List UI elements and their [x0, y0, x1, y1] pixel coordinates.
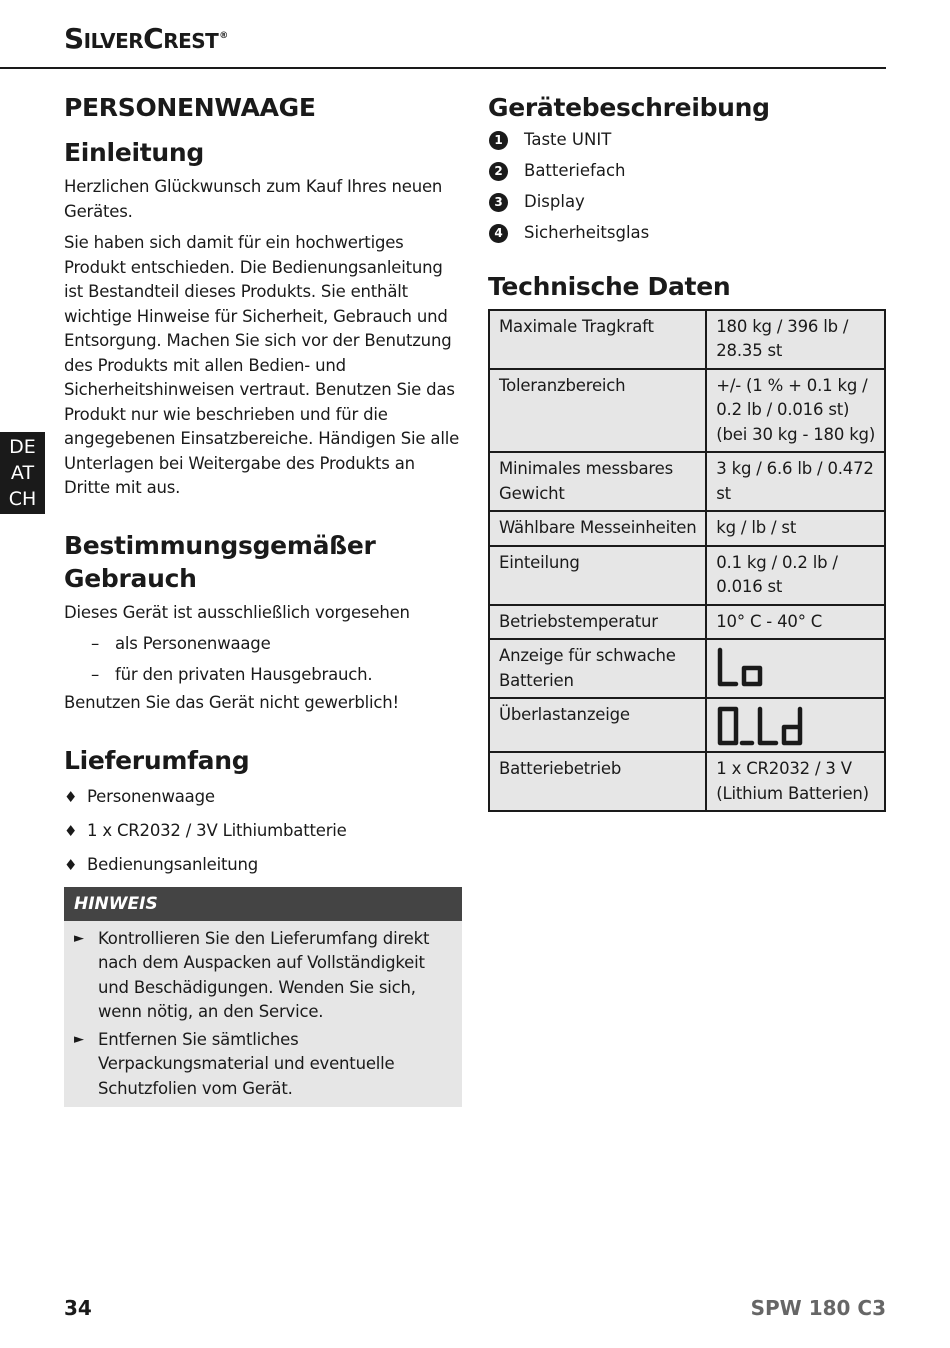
spec-value	[706, 698, 885, 752]
specs-heading: Technische Daten	[488, 271, 731, 301]
spec-label: Anzeige für schwache Batterien	[489, 639, 706, 698]
table-row	[489, 452, 885, 511]
note-title: HINWEIS	[64, 887, 462, 921]
diamond-bullet-icon: ♦	[64, 821, 78, 840]
spec-label: Einteilung	[489, 546, 706, 605]
intro-paragraph-2: Sie haben sich damit für ein hochwertiges Produkt entschieden. Die Bedienungsanleitung ist Bestandteil dieses Produkts. Sie enthält wichtige Hinweise für Sicherheit, Gebrauch und Entsorgung. Machen Sie sich vor der Benutzung des Produkts mit allen Bedien- und Sicherheitshinweisen vertraut. Benutzen Sie das Produkt nur wie beschrieben und für die angegebenen Einsatzbereiche. Händigen Sie alle Unterlagen bei Weitergabe des Produkts an Dritte mit aus.	[64, 233, 460, 497]
specs-table	[488, 309, 886, 813]
table-row	[489, 639, 885, 698]
list-item	[64, 632, 462, 657]
arrow-bullet-icon: ►	[74, 1031, 84, 1047]
scope-item-label: Personenwaage	[87, 786, 215, 806]
document-title: PERSONENWAAGE	[64, 93, 316, 122]
usage-list	[64, 632, 462, 687]
scope-item-label: 1 x CR2032 / 3V Lithiumbatterie	[87, 820, 347, 840]
part-label: Sicherheitsglas	[524, 223, 650, 242]
table-row	[489, 546, 885, 605]
dash-marker: –	[91, 664, 100, 684]
intro-heading: Einleitung	[64, 138, 204, 167]
language-tab	[0, 432, 45, 514]
spec-value: 1 x CR2032 / 3 V (Lithium Batterien)	[706, 752, 885, 811]
spec-label: Betriebstemperatur	[489, 605, 706, 640]
model-number: SPW 180 C3	[750, 1296, 886, 1320]
arrow-bullet-icon: ►	[74, 930, 84, 946]
spec-value: 10° C - 40° C	[706, 605, 885, 640]
dash-marker: –	[91, 634, 100, 653]
lang-at: AT	[10, 462, 35, 484]
lang-de: DE	[9, 436, 36, 458]
note-item	[74, 1028, 452, 1102]
part-label: Taste UNIT	[524, 130, 612, 149]
spec-value: 0.1 kg / 0.2 lb / 0.016 st	[706, 546, 885, 605]
note-item-text: Kontrollieren Sie den Lieferumfang direkt nach dem Auspacken auf Vollständigkeit und Beschädigungen. Wenden Sie sich, wenn nötig, an den Service.	[98, 928, 430, 1021]
table-row	[489, 605, 885, 640]
usage-item-label: für den privaten Hausgebrauch.	[115, 664, 373, 684]
right-column	[488, 92, 886, 812]
brand-name: SilverCrest	[64, 22, 219, 55]
lang-ch: CH	[8, 488, 37, 510]
number-1-icon: 1	[489, 131, 508, 150]
spec-label: Wählbare Messeinheiten	[489, 511, 706, 546]
spec-label: Minimales messbares Gewicht	[489, 452, 706, 511]
list-item	[488, 128, 886, 153]
intro-paragraph-1: Herzlichen Glückwunsch zum Kauf Ihres neuen Gerätes.	[64, 177, 443, 221]
spec-value: +/- (1 % + 0.1 kg / 0.2 lb / 0.016 st) (bei 30 kg - 180 kg)	[706, 369, 885, 453]
usage-item-label: als Personenwaage	[115, 634, 271, 653]
note-item	[74, 927, 452, 1025]
scope-list	[64, 785, 462, 878]
device-parts-list	[488, 128, 886, 246]
device-heading: Gerätebeschreibung	[488, 93, 770, 122]
part-label: Display	[524, 192, 585, 211]
list-item	[488, 190, 886, 215]
table-row	[489, 752, 885, 811]
diamond-bullet-icon: ♦	[64, 787, 78, 806]
usage-heading: Bestimmungsgemäßer Gebrauch	[64, 530, 376, 593]
low-battery-display-lo-icon	[716, 646, 768, 688]
spec-value	[706, 639, 885, 698]
page-number: 34	[64, 1296, 92, 1320]
brand-logo	[64, 22, 228, 55]
diamond-bullet-icon: ♦	[64, 855, 78, 874]
table-row	[489, 310, 885, 369]
table-row	[489, 511, 885, 546]
spec-value: 3 kg / 6.6 lb / 0.472 st	[706, 452, 885, 511]
spec-value: kg / lb / st	[706, 511, 885, 546]
table-row	[489, 698, 885, 752]
part-label: Batteriefach	[524, 161, 626, 180]
list-item	[64, 785, 462, 810]
list-item	[64, 853, 462, 878]
table-row	[489, 369, 885, 453]
list-item	[488, 159, 886, 184]
scope-item-label: Bedienungsanleitung	[87, 854, 259, 874]
spec-label: Maximale Tragkraft	[489, 310, 706, 369]
usage-lead: Dieses Gerät ist ausschließlich vorgesehen	[64, 602, 410, 622]
spec-label: Toleranzbereich	[489, 369, 706, 453]
overload-display-0-ld-icon	[716, 705, 808, 747]
spec-value: 180 kg / 396 lb / 28.35 st	[706, 310, 885, 369]
spec-label: Batteriebetrieb	[489, 752, 706, 811]
list-item	[488, 221, 886, 246]
header-rule	[0, 67, 886, 69]
list-item	[64, 819, 462, 844]
number-3-icon: 3	[489, 193, 508, 212]
spec-label: Überlastanzeige	[489, 698, 706, 752]
list-item	[64, 663, 462, 688]
note-box	[64, 887, 462, 1108]
registered-mark: ®	[219, 30, 228, 41]
number-2-icon: 2	[489, 162, 508, 181]
number-4-icon: 4	[489, 224, 508, 243]
note-item-text: Entfernen Sie sämtliches Verpackungsmaterial und eventuelle Schutzfolien vom Gerät.	[98, 1029, 395, 1098]
note-body	[64, 921, 462, 1108]
left-column	[64, 92, 462, 1107]
scope-heading: Lieferumfang	[64, 745, 250, 775]
usage-closing: Benutzen Sie das Gerät nicht gewerblich!	[64, 693, 399, 712]
